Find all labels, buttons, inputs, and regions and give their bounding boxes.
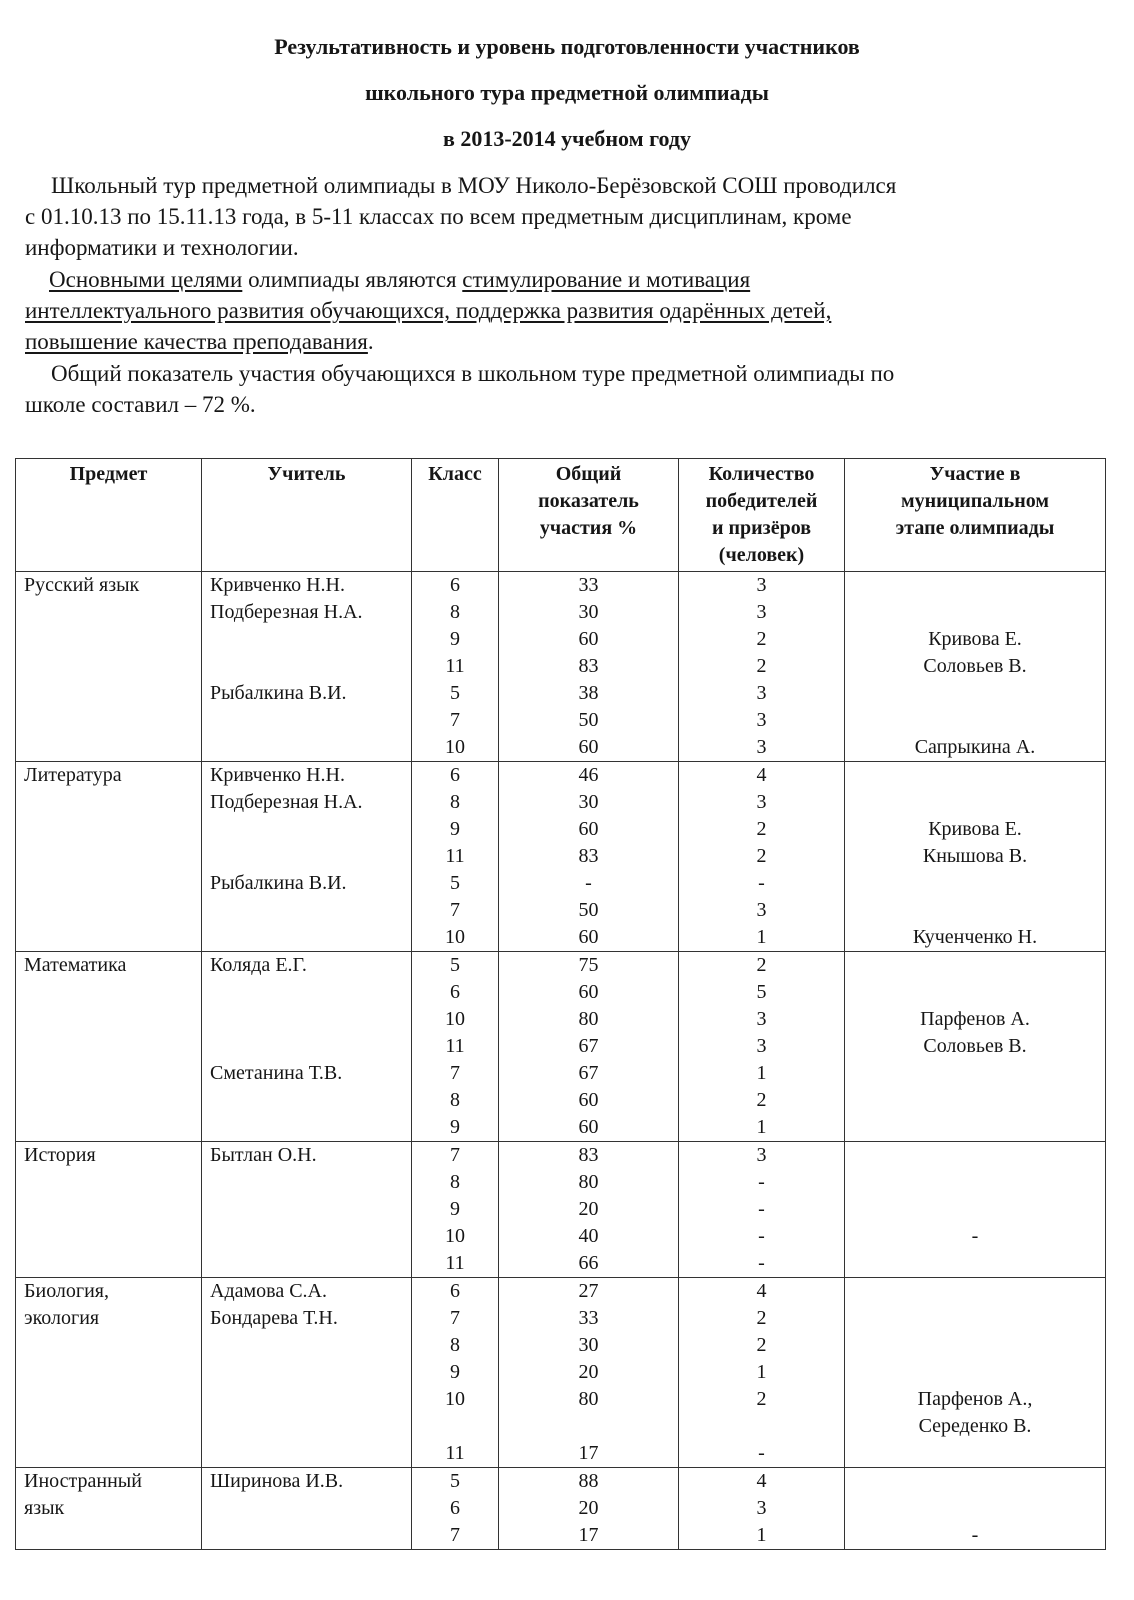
intro-paragraph-3 <box>25 358 1085 420</box>
participation-pct-value: 30 <box>578 791 599 813</box>
winners-count-value <box>679 1413 844 1440</box>
participation-pct-value: 83 <box>578 845 599 867</box>
participation-pct-value: 88 <box>578 1470 599 1492</box>
winners-cell <box>679 1468 845 1550</box>
participation-pct-value: 60 <box>578 926 599 948</box>
document-title-line-1: Результативность и уровень подготовленности участников <box>274 34 860 59</box>
teacher-line <box>202 1169 411 1196</box>
class-cell <box>412 1278 499 1468</box>
goal-teaching-quality: повышение качества преподавания <box>25 329 368 354</box>
intro-p1-line-1: Школьный тур предметной олимпиады в МОУ Николо-Берёзовской СОШ проводился <box>51 173 897 198</box>
winners-count-value: 1 <box>756 1116 767 1138</box>
teacher-line <box>202 1386 411 1413</box>
participation-pct-value: 50 <box>578 709 599 731</box>
winners-count-value: 3 <box>756 791 767 813</box>
class-value: 11 <box>445 845 465 867</box>
class-value: 8 <box>450 1334 460 1356</box>
municipal-participant: Кривова Е. <box>928 628 1022 650</box>
municipal-participant <box>845 1169 1105 1196</box>
class-value: 9 <box>450 1198 460 1220</box>
municipal-participant <box>845 1060 1105 1087</box>
winners-count-value: 1 <box>756 926 767 948</box>
municipal-participant <box>845 897 1105 924</box>
winners-count-value: 2 <box>756 655 767 677</box>
winners-count-value: 2 <box>756 845 767 867</box>
participation-pct-value: 80 <box>578 1171 599 1193</box>
municipal-participant <box>845 1196 1105 1223</box>
winners-count-value: 4 <box>756 1280 767 1302</box>
municipal-participant <box>845 599 1105 626</box>
municipal-participant <box>845 1278 1105 1305</box>
class-value: 6 <box>450 764 460 786</box>
teacher-line: Коляда Е.Г. <box>210 954 307 976</box>
goals-label: Основными целями <box>49 267 243 292</box>
winners-count-value: - <box>758 1198 765 1220</box>
teacher-line: Кривченко Н.Н. <box>210 574 345 596</box>
subject-group-row <box>16 762 1106 952</box>
participation-pct-value <box>499 1413 678 1440</box>
class-value: 10 <box>445 926 465 948</box>
teacher-line <box>202 924 411 951</box>
participation-pct-value: 60 <box>578 628 599 650</box>
pct-cell <box>499 762 679 952</box>
winners-count-value: 3 <box>756 709 767 731</box>
teacher-line: Подберезная Н.А. <box>210 601 363 623</box>
teacher-line <box>202 1413 411 1440</box>
participation-pct-value: 27 <box>578 1280 599 1302</box>
subject-name: Иностранный <box>24 1470 142 1492</box>
municipal-cell <box>845 572 1106 762</box>
participation-pct-value: 60 <box>578 1116 599 1138</box>
participation-pct-value: 38 <box>578 682 599 704</box>
participation-pct-value: 60 <box>578 818 599 840</box>
participation-pct-value: 60 <box>578 736 599 758</box>
teacher-line: Сметанина Т.В. <box>210 1062 343 1084</box>
teacher-line <box>202 734 411 761</box>
municipal-participant <box>845 789 1105 816</box>
teacher-line <box>202 1522 411 1549</box>
participation-pct-value: 67 <box>578 1062 599 1084</box>
winners-count-value: - <box>758 1252 765 1274</box>
participation-pct-value: 66 <box>578 1252 599 1274</box>
class-value: 6 <box>450 574 460 596</box>
municipal-participant <box>845 707 1105 734</box>
participation-pct-value: 46 <box>578 764 599 786</box>
class-value: 6 <box>450 1497 460 1519</box>
goal-development: интеллектуального развития обучающихся, поддержка развития одарённых детей, <box>25 298 832 323</box>
teacher-line <box>202 1332 411 1359</box>
municipal-participant: Середенко В. <box>918 1415 1032 1437</box>
municipal-participant: Кученченко Н. <box>912 926 1038 948</box>
winners-count-value: 1 <box>756 1361 767 1383</box>
pct-cell <box>499 952 679 1142</box>
header-class: Класс <box>412 459 499 572</box>
class-value: 6 <box>450 981 460 1003</box>
pct-cell <box>499 572 679 762</box>
class-value: 7 <box>450 1307 460 1329</box>
municipal-cell <box>845 1142 1106 1278</box>
olympiad-results-table <box>15 458 1106 1550</box>
teacher-line <box>202 843 411 870</box>
winners-count-value: 3 <box>756 1008 767 1030</box>
municipal-participant <box>845 1359 1105 1386</box>
class-value: 9 <box>450 1361 460 1383</box>
class-value: 10 <box>445 1225 465 1247</box>
intro-paragraph-2 <box>25 264 1085 357</box>
subject-name: Литература <box>24 764 122 786</box>
teacher-cell <box>202 572 412 762</box>
municipal-participant: Парфенов А., <box>917 1388 1033 1410</box>
municipal-participant <box>845 952 1105 979</box>
intro-p2-middle: олимпиады являются <box>242 267 463 292</box>
winners-count-value: 4 <box>756 1470 767 1492</box>
municipal-participant: Кривова Е. <box>928 818 1022 840</box>
winners-count-value: 3 <box>756 1035 767 1057</box>
intro-paragraph-1 <box>25 170 1085 263</box>
teacher-line <box>202 1114 411 1141</box>
teacher-line <box>202 707 411 734</box>
pct-cell <box>499 1278 679 1468</box>
class-cell <box>412 572 499 762</box>
participation-pct-value: 17 <box>578 1442 599 1464</box>
intro-p3-line-1: Общий показатель участия обучающихся в школьном туре предметной олимпиады по <box>51 361 895 386</box>
subject-cell <box>16 762 202 952</box>
municipal-participant <box>845 1250 1105 1277</box>
teacher-line <box>202 1033 411 1060</box>
winners-count-value: 3 <box>756 574 767 596</box>
participation-pct-value: 40 <box>578 1225 599 1247</box>
subject-cell <box>16 1468 202 1550</box>
participation-pct-value: 60 <box>578 1089 599 1111</box>
winners-count-value: 5 <box>756 981 767 1003</box>
class-value: 8 <box>450 601 460 623</box>
teacher-line: Ширинова И.В. <box>210 1470 344 1492</box>
intro-p3-line-2: школе составил – 72 %. <box>25 392 256 417</box>
participation-pct-value: 67 <box>578 1035 599 1057</box>
municipal-participant: Сапрыкина А. <box>914 736 1036 758</box>
participation-pct-value: 20 <box>578 1198 599 1220</box>
winners-cell <box>679 1278 845 1468</box>
winners-count-value: 3 <box>756 1144 767 1166</box>
municipal-cell <box>845 1468 1106 1550</box>
class-value: 11 <box>445 655 465 677</box>
winners-count-value: 2 <box>756 628 767 650</box>
subject-cell <box>16 952 202 1142</box>
class-value: 9 <box>450 818 460 840</box>
winners-count-value: - <box>758 872 765 894</box>
class-value: 5 <box>450 1470 460 1492</box>
teacher-line <box>202 979 411 1006</box>
teacher-line <box>202 1223 411 1250</box>
participation-pct-value: 83 <box>578 655 599 677</box>
winners-count-value: - <box>758 1171 765 1193</box>
subject-group-row <box>16 1468 1106 1550</box>
winners-count-value: 1 <box>756 1524 767 1546</box>
teacher-cell <box>202 1278 412 1468</box>
participation-pct-value: 20 <box>578 1497 599 1519</box>
teacher-line: Бондарева Т.Н. <box>210 1307 338 1329</box>
class-cell <box>412 1142 499 1278</box>
teacher-line <box>202 1196 411 1223</box>
municipal-participant: - <box>971 1524 979 1546</box>
subject-name: История <box>24 1144 96 1166</box>
participation-pct-value: 20 <box>578 1361 599 1383</box>
class-value: 8 <box>450 1171 460 1193</box>
municipal-cell <box>845 1278 1106 1468</box>
winners-cell <box>679 762 845 952</box>
municipal-participant <box>845 1305 1105 1332</box>
header-teacher: Учитель <box>202 459 412 572</box>
winners-count-value: 3 <box>756 682 767 704</box>
class-value: 7 <box>450 1062 460 1084</box>
goal-stimulation: стимулирование и мотивация <box>462 267 751 292</box>
class-value: 7 <box>450 1144 460 1166</box>
intro-p1-line-3: информатики и технологии. <box>25 235 299 260</box>
class-value: 11 <box>445 1252 465 1274</box>
participation-pct-value: 60 <box>578 981 599 1003</box>
teacher-cell <box>202 1468 412 1550</box>
teacher-line <box>202 1359 411 1386</box>
winners-count-value: 2 <box>756 1334 767 1356</box>
winners-count-value: 3 <box>756 736 767 758</box>
class-value: 7 <box>450 1524 460 1546</box>
winners-count-value: 2 <box>756 954 767 976</box>
municipal-participant: Парфенов А. <box>920 1008 1030 1030</box>
participation-pct-value: 80 <box>578 1008 599 1030</box>
subject-group-row <box>16 952 1106 1142</box>
document-title-line-3: в 2013-2014 учебном году <box>442 126 692 151</box>
class-value: 7 <box>450 709 460 731</box>
winners-count-value: 2 <box>756 818 767 840</box>
class-value: 5 <box>450 682 460 704</box>
subject-group-row <box>16 1142 1106 1278</box>
teacher-line <box>202 626 411 653</box>
winners-count-value: 3 <box>756 899 767 921</box>
teacher-line <box>202 1440 411 1467</box>
municipal-participant <box>845 1142 1105 1169</box>
class-value: 5 <box>450 872 460 894</box>
class-cell <box>412 762 499 952</box>
municipal-cell <box>845 762 1106 952</box>
winners-count-value: 1 <box>756 1062 767 1084</box>
winners-count-value: 3 <box>756 601 767 623</box>
pct-cell <box>499 1468 679 1550</box>
subject-name: Русский язык <box>24 574 140 596</box>
winners-count-value: - <box>758 1225 765 1247</box>
subject-group-row <box>16 1278 1106 1468</box>
class-value: 9 <box>450 628 460 650</box>
teacher-line: Адамова С.А. <box>210 1280 327 1302</box>
class-value: 11 <box>445 1035 465 1057</box>
subject-cell <box>16 572 202 762</box>
teacher-line <box>202 1250 411 1277</box>
class-value: 11 <box>445 1442 465 1464</box>
intro-p1-line-2: с 01.10.13 по 15.11.13 года, в 5-11 классах по всем предметным дисциплинам, кроме <box>25 204 852 229</box>
participation-pct-value: 50 <box>578 899 599 921</box>
winners-count-value: 2 <box>756 1388 767 1410</box>
class-value: 10 <box>445 736 465 758</box>
participation-pct-value: 83 <box>578 1144 599 1166</box>
participation-pct-value: 30 <box>578 1334 599 1356</box>
subject-group-row <box>16 572 1106 762</box>
participation-pct-value: 75 <box>578 954 599 976</box>
participation-pct-value: - <box>585 872 592 894</box>
header-municipal-stage: Участие в муниципальном этапе олимпиады <box>845 459 1106 572</box>
teacher-line: Рыбалкина В.И. <box>210 872 347 894</box>
winners-cell <box>679 952 845 1142</box>
teacher-cell <box>202 1142 412 1278</box>
teacher-line: Подберезная Н.А. <box>210 791 363 813</box>
subject-name: экология <box>24 1307 100 1329</box>
municipal-participant <box>845 1495 1105 1522</box>
teacher-line <box>202 653 411 680</box>
participation-pct-value: 17 <box>578 1524 599 1546</box>
class-value <box>412 1413 498 1440</box>
teacher-cell <box>202 762 412 952</box>
subject-name: Математика <box>24 954 127 976</box>
pct-cell <box>499 1142 679 1278</box>
class-value: 9 <box>450 1116 460 1138</box>
class-value: 6 <box>450 1280 460 1302</box>
municipal-participant: Соловьев В. <box>923 1035 1027 1057</box>
class-cell <box>412 1468 499 1550</box>
winners-count-value: 4 <box>756 764 767 786</box>
participation-pct-value: 80 <box>578 1388 599 1410</box>
teacher-line: Бытлан О.Н. <box>210 1144 317 1166</box>
winners-count-value: - <box>758 1442 765 1464</box>
class-value: 5 <box>450 954 460 976</box>
municipal-participant: - <box>971 1225 979 1247</box>
class-value: 8 <box>450 791 460 813</box>
teacher-line <box>202 897 411 924</box>
winners-cell <box>679 1142 845 1278</box>
participation-pct-value: 30 <box>578 601 599 623</box>
municipal-participant <box>845 762 1105 789</box>
teacher-line: Кривченко Н.Н. <box>210 764 345 786</box>
class-value: 10 <box>445 1388 465 1410</box>
teacher-line <box>202 1006 411 1033</box>
subject-cell <box>16 1142 202 1278</box>
teacher-line: Рыбалкина В.И. <box>210 682 347 704</box>
document-title-line-2: школьного тура предметной олимпиады <box>365 80 769 105</box>
teacher-line <box>202 1495 411 1522</box>
participation-pct-value: 33 <box>578 1307 599 1329</box>
teacher-cell <box>202 952 412 1142</box>
subject-name: язык <box>24 1497 65 1519</box>
municipal-participant <box>845 979 1105 1006</box>
municipal-participant <box>845 870 1105 897</box>
municipal-cell <box>845 952 1106 1142</box>
municipal-participant <box>845 1468 1105 1495</box>
class-cell <box>412 952 499 1142</box>
municipal-participant <box>845 1332 1105 1359</box>
participation-pct-value: 33 <box>578 574 599 596</box>
header-participation-pct: Общий показатель участия % <box>499 459 679 572</box>
municipal-participant <box>845 680 1105 707</box>
subject-name: Биология, <box>24 1280 110 1302</box>
municipal-participant <box>845 572 1105 599</box>
teacher-line <box>202 1087 411 1114</box>
municipal-participant: Кнышова В. <box>922 845 1028 867</box>
winners-count-value: 2 <box>756 1089 767 1111</box>
subject-cell <box>16 1278 202 1468</box>
winners-cell <box>679 572 845 762</box>
class-value: 10 <box>445 1008 465 1030</box>
intro-p2-end: . <box>367 329 374 354</box>
municipal-participant <box>845 1087 1105 1114</box>
table-body <box>16 572 1106 1550</box>
header-winners-count: Количество победителей и призёров (человек) <box>679 459 845 572</box>
class-value: 7 <box>450 899 460 921</box>
winners-count-value: 3 <box>756 1497 767 1519</box>
municipal-participant <box>845 1114 1105 1141</box>
class-value: 8 <box>450 1089 460 1111</box>
municipal-participant <box>845 1440 1105 1467</box>
teacher-line <box>202 816 411 843</box>
winners-count-value: 2 <box>756 1307 767 1329</box>
table-header-row <box>16 459 1106 572</box>
municipal-participant: Соловьев В. <box>923 655 1027 677</box>
header-subject: Предмет <box>16 459 202 572</box>
